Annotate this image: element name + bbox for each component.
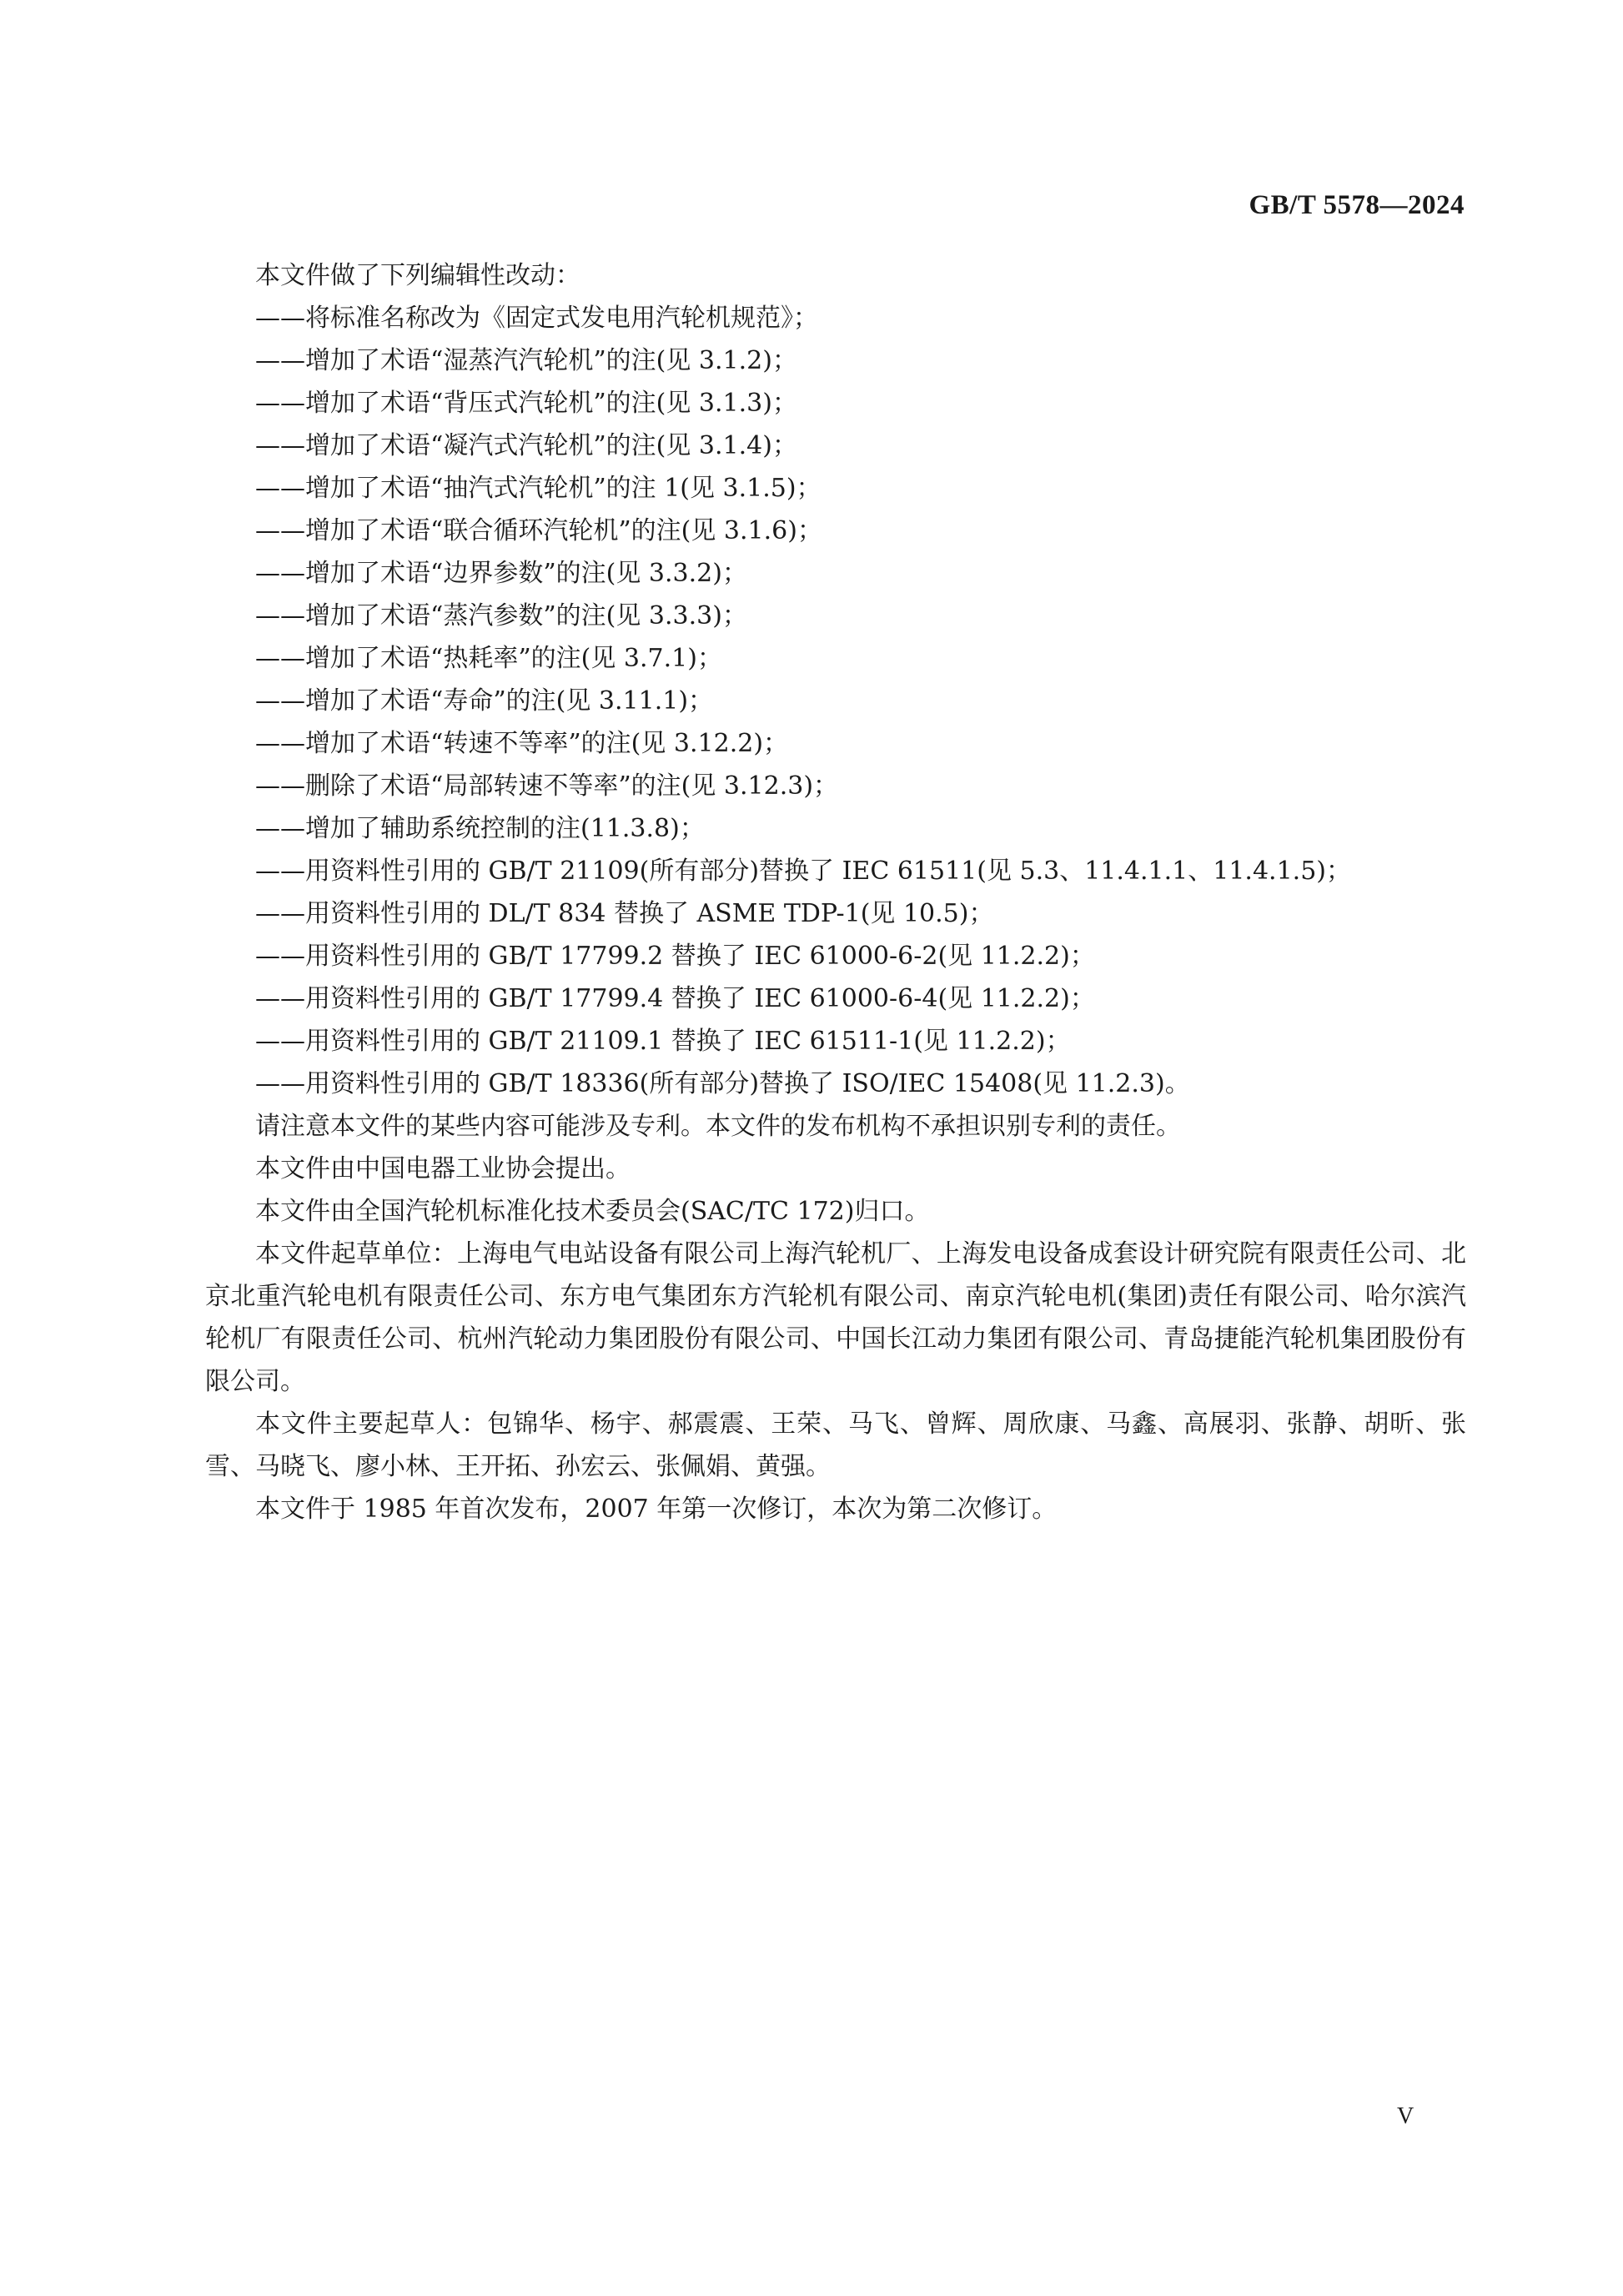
foreword-body (205, 254, 1466, 1530)
list-item-text: 用资料性引用的 GB/T 17799.2 替换了 IEC 61000-6-2(见 11.2.2)； (305, 942, 1095, 971)
list-item-text: 增加了术语“边界参数”的注(见 3.3.2)； (305, 559, 747, 588)
list-item-text: 增加了术语“转速不等率”的注(见 3.12.2)； (305, 729, 789, 758)
list-item-text: 用资料性引用的 GB/T 17799.4 替换了 IEC 61000-6-4(见 11.2.2)； (305, 984, 1095, 1013)
list-item (205, 680, 1466, 722)
list-item (205, 595, 1466, 637)
list-item (205, 510, 1466, 552)
list-dash: —— (255, 984, 305, 1013)
list-item (205, 637, 1466, 680)
list-dash: —— (255, 304, 305, 333)
list-dash: —— (255, 389, 305, 418)
list-item (205, 425, 1466, 467)
list-dash: —— (255, 601, 305, 631)
standard-code: GB/T 5578—2024 (1249, 190, 1465, 220)
list-dash: —— (255, 729, 305, 758)
list-dash: —— (255, 474, 305, 503)
list-item (205, 935, 1466, 977)
jurisdiction: 本文件由全国汽轮机标准化技术委员会(SAC/TC 172)归口。 (255, 1197, 930, 1226)
list-item-text: 增加了辅助系统控制的注(11.3.8)； (305, 814, 705, 843)
list-dash: —— (255, 559, 305, 588)
list-item-text: 用资料性引用的 DL/T 834 替换了 ASME TDP-1(见 10.5)； (305, 899, 994, 928)
list-item-text: 增加了术语“凝汽式汽轮机”的注(见 3.1.4)； (305, 431, 797, 460)
list-item (205, 1063, 1466, 1105)
list-dash: —— (255, 431, 305, 460)
list-item-text: 将标准名称改为《固定式发电用汽轮机规范》； (305, 304, 818, 333)
list-item-text: 用资料性引用的 GB/T 21109(所有部分)替换了 IEC 61511(见 5.3、11.4.1.1、11.4.1.5)； (305, 857, 1351, 886)
list-dash: —— (255, 346, 305, 375)
list-dash: —— (255, 899, 305, 928)
list-item (205, 339, 1466, 382)
list-item (205, 850, 1466, 892)
patent-notice: 请注意本文件的某些内容可能涉及专利。本文件的发布机构不承担识别专利的责任。 (255, 1112, 1181, 1141)
list-item-text: 用资料性引用的 GB/T 18336(所有部分)替换了 ISO/IEC 15408(见 11.2.3)。 (305, 1069, 1190, 1098)
list-dash: —— (255, 1027, 305, 1056)
list-dash: —— (255, 516, 305, 545)
main-drafters: 本文件主要起草人：包锦华、杨宇、郝震震、王荣、马飞、曾辉、周欣康、马鑫、高展羽、张静、胡昕、张雪、马晓飞、廖小林、王开拓、孙宏云、张佩娟、黄强。 (205, 1409, 1466, 1481)
list-item (205, 297, 1466, 339)
list-item (205, 722, 1466, 765)
proposed-by: 本文件由中国电器工业协会提出。 (255, 1154, 631, 1183)
list-dash: —— (255, 771, 305, 801)
list-item-text: 用资料性引用的 GB/T 21109.1 替换了 IEC 61511-1(见 11.2.2)； (305, 1027, 1071, 1056)
list-item-text: 增加了术语“蒸汽参数”的注(见 3.3.3)； (305, 601, 747, 631)
list-dash: —— (255, 814, 305, 843)
list-item-text: 增加了术语“热耗率”的注(见 3.7.1)； (305, 644, 722, 673)
list-item (205, 765, 1466, 807)
list-item (205, 382, 1466, 425)
list-dash: —— (255, 942, 305, 971)
list-item-text: 增加了术语“湿蒸汽汽轮机”的注(见 3.1.2)； (305, 346, 797, 375)
list-item-text: 增加了术语“抽汽式汽轮机”的注 1(见 3.1.5)； (305, 474, 822, 503)
list-item (205, 977, 1466, 1020)
list-item-text: 增加了术语“寿命”的注(见 3.11.1)； (305, 686, 714, 716)
changes-list (205, 297, 1466, 1105)
list-item-text: 增加了术语“联合循环汽轮机”的注(见 3.1.6)； (305, 516, 822, 545)
publication-history: 本文件于 1985 年首次发布，2007 年第一次修订，本次为第二次修订。 (255, 1495, 1058, 1524)
list-item (205, 467, 1466, 510)
list-dash: —— (255, 644, 305, 673)
list-dash: —— (255, 686, 305, 716)
drafting-units: 本文件起草单位：上海电气电站设备有限公司上海汽轮机厂、上海发电设备成套设计研究院有限责任公司、北京北重汽轮电机有限责任公司、东方电气集团东方汽轮机有限公司、南京汽轮电机(集团)责任有限公司、哈尔滨汽轮机厂有限责任公司、杭州汽轮动力集团股份有限公司、中国长江动力集团有限公司、青岛捷能汽轮机集团股份有限公司。 (205, 1239, 1466, 1396)
list-item (205, 552, 1466, 595)
list-dash: —— (255, 1069, 305, 1098)
list-item-text: 删除了术语“局部转速不等率”的注(见 3.12.3)； (305, 771, 839, 801)
list-dash: —— (255, 857, 305, 886)
list-item (205, 1020, 1466, 1063)
list-item-text: 增加了术语“背压式汽轮机”的注(见 3.1.3)； (305, 389, 797, 418)
changes-intro: 本文件做了下列编辑性改动： (255, 261, 580, 290)
list-item (205, 892, 1466, 935)
list-item (205, 807, 1466, 850)
page-number: V (1397, 2103, 1414, 2129)
